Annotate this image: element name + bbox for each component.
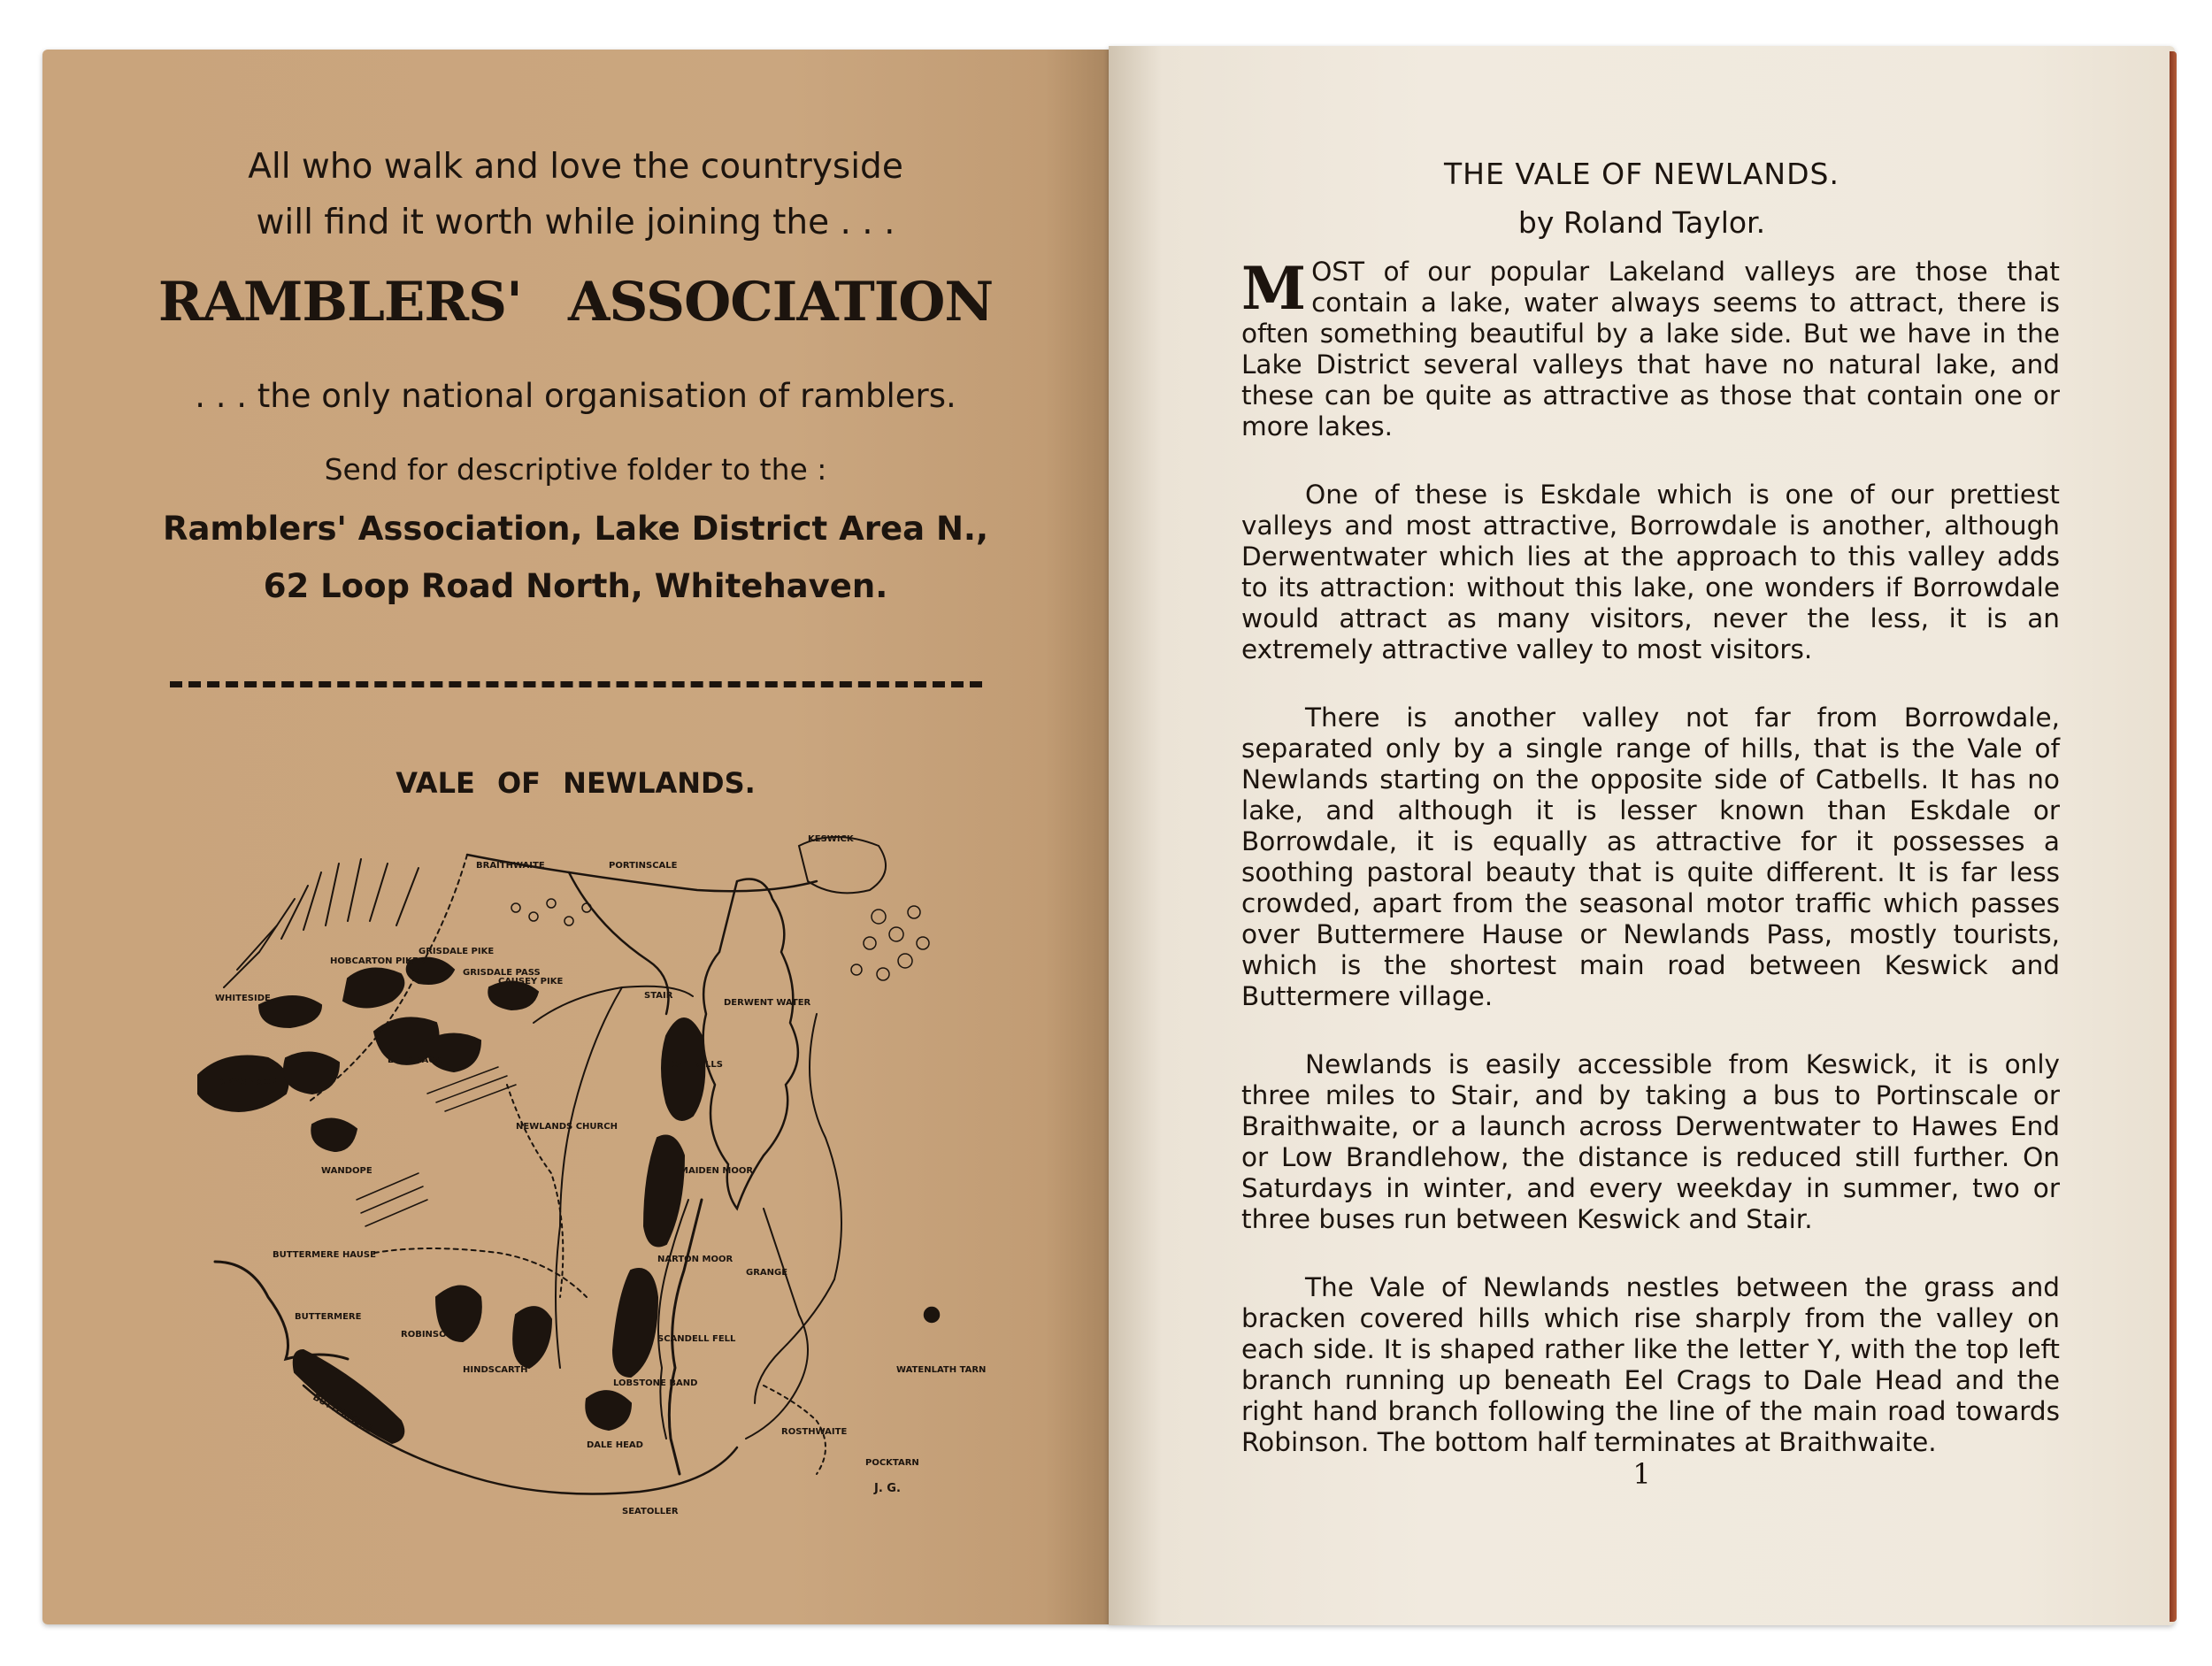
label-portinscale: PORTINSCALE (609, 861, 678, 871)
label-buttermere-hause: BUTTERMERE HAUSE (273, 1250, 376, 1260)
paragraph-1 (1241, 254, 2060, 442)
label-grasmoor: GRASMOOR (219, 1078, 278, 1087)
drop-cap: M (1241, 254, 1307, 323)
label-robinson: ROBINSON (401, 1330, 454, 1340)
label-hindscarth: HINDSCARTH (463, 1365, 528, 1375)
label-dale-head: DALE HEAD (587, 1440, 643, 1450)
label-grisedale-pass: GRISDALE PASS (463, 968, 541, 978)
hill-dalehead (586, 1391, 631, 1430)
label-keswick: KESWICK (808, 834, 854, 844)
paragraph-4: Newlands is easily accessible from Keswick, it is only three miles to Stair, and by taking a bus to Portinscale or Braithwaite, or a launch across Derwentwater to Hawes End or Low Brandlehow, the distance is reduced still further. On Saturdays in winter, and every weekday in summer, two or three buses run between Keswick and Stair. (1241, 1049, 2060, 1234)
label-grisedale-pike: GRISDALE PIKE (419, 947, 495, 956)
label-pocktarn: POCKTARN (865, 1458, 919, 1468)
article-byline: by Roland Taylor. (1517, 205, 1766, 240)
hill-wandope (311, 1119, 357, 1151)
label-rosthwaite: ROSTHWAITE (781, 1427, 848, 1437)
label-lobstone-band: LOBSTONE BAND (613, 1378, 698, 1388)
label-hobcarton: HOBCARTON PIKE (330, 956, 419, 966)
hill-grasmoor2 (284, 1053, 339, 1094)
label-braithwaite: BRAITHWAITE (476, 861, 545, 871)
hill-hindscarth (513, 1307, 551, 1368)
dashed-divider (170, 681, 982, 687)
paragraph-2: One of these is Eskdale which is one of our prettiest valleys and most attractive, Borrowdale is another, although Derwentwater which lies at the approach to this valley adds to its attraction: without this lake, one wonders if Borrowdale would attract as many visitors, never the less, it is an extremely attractive valley to most visitors. (1241, 480, 2060, 664)
paragraph-1-text: OST of our popular Lakeland valleys are those that contain a lake, water always seems to attract, there is often something beautiful by a lake side. But we have in the Lake District several valleys that have no natural lake, and these can be quite as attractive as those that contain one or more lakes. (1241, 257, 2060, 441)
map-title: VALE OF NEWLANDS. (396, 766, 756, 800)
label-derwent-water: DERWENT WATER (724, 998, 811, 1008)
hill-buttermere-ridge (294, 1350, 404, 1443)
hill-hobcarton (343, 969, 403, 1008)
paragraph-3: There is another valley not far from Borrowdale, separated only by a single range of hills, that is the Vale of Newlands starting on the opposite side of Catbells. It has no lake, and although it is lesser known than Eskdale or Borrowdale, it is equally as attractive for it possesses a soothing pastoral beauty that is quite different. It is far less crowded, apart from the seasonal motor traffic which passes over Buttermere Hause or Newlands Pass, mostly tourists, which is the shortest main road between Keswick and Buttermere village. (1241, 702, 2060, 1011)
tagline: . . . the only national organisation of ramblers. (195, 377, 956, 415)
label-stair: STAIR (644, 991, 673, 1001)
send-for-text: Send for descriptive folder to the : (324, 452, 827, 487)
label-grange: GRANGE (746, 1268, 788, 1278)
map-signature: J. G. (874, 1482, 901, 1495)
label-scandell-fell: SCANDELL FELL (657, 1334, 736, 1344)
article-body (1241, 254, 2060, 1495)
label-eel-crags: EEL CRAGS (388, 1056, 442, 1065)
derwent-water (703, 879, 798, 1209)
label-newlands-church: NEWLANDS CHURCH (516, 1122, 618, 1132)
intro-line-1: All who walk and love the countryside (248, 147, 903, 187)
label-buttermere: BUTTERMERE (295, 1312, 362, 1322)
label-narton-moor: NARTON MOOR (657, 1255, 733, 1264)
article-title: THE VALE OF NEWLANDS. (1444, 157, 1839, 191)
label-buttermere-lake: BUTTERMERE (311, 1393, 374, 1435)
label-seatoller: SEATOLLER (622, 1507, 679, 1516)
vale-of-newlands-map (197, 819, 994, 1527)
label-whiteside: WHITESIDE (215, 994, 271, 1003)
page-number: 1 (1632, 1457, 1651, 1491)
address-line-1: Ramblers' Association, Lake District Area N., (162, 510, 989, 548)
hatching-rays (224, 859, 419, 987)
label-causey-pike: CAUSEY PIKE (498, 977, 564, 987)
label-wandope: WANDOPE (321, 1166, 373, 1176)
hill-scandell (613, 1269, 657, 1377)
left-page (42, 50, 1109, 1624)
address-line-2: 62 Loop Road North, Whitehaven. (263, 567, 888, 605)
intro-line-2: will find it worth while joining the . . . (256, 203, 895, 242)
hill-mid (426, 1034, 480, 1072)
label-maiden-moor: MAIDEN MOOR (680, 1166, 754, 1176)
label-watendlath-tarn: WATENLATH TARN (896, 1365, 987, 1375)
organisation-name: RAMBLERS' ASSOCIATION (157, 271, 994, 334)
right-page (1109, 46, 2175, 1625)
paragraph-5: The Vale of Newlands nestles between the grass and bracken covered hills which rise sharply from the valley on each side. It is shaped rather like the letter Y, with the top left branch running up beneath Eel Crags to Dale Head and the right hand branch following the line of the main road towards Robinson. The bottom half terminates at Braithwaite. (1241, 1272, 2060, 1457)
label-cat-bells: CAT BELLS (671, 1060, 724, 1070)
page-edge (2170, 51, 2177, 1622)
